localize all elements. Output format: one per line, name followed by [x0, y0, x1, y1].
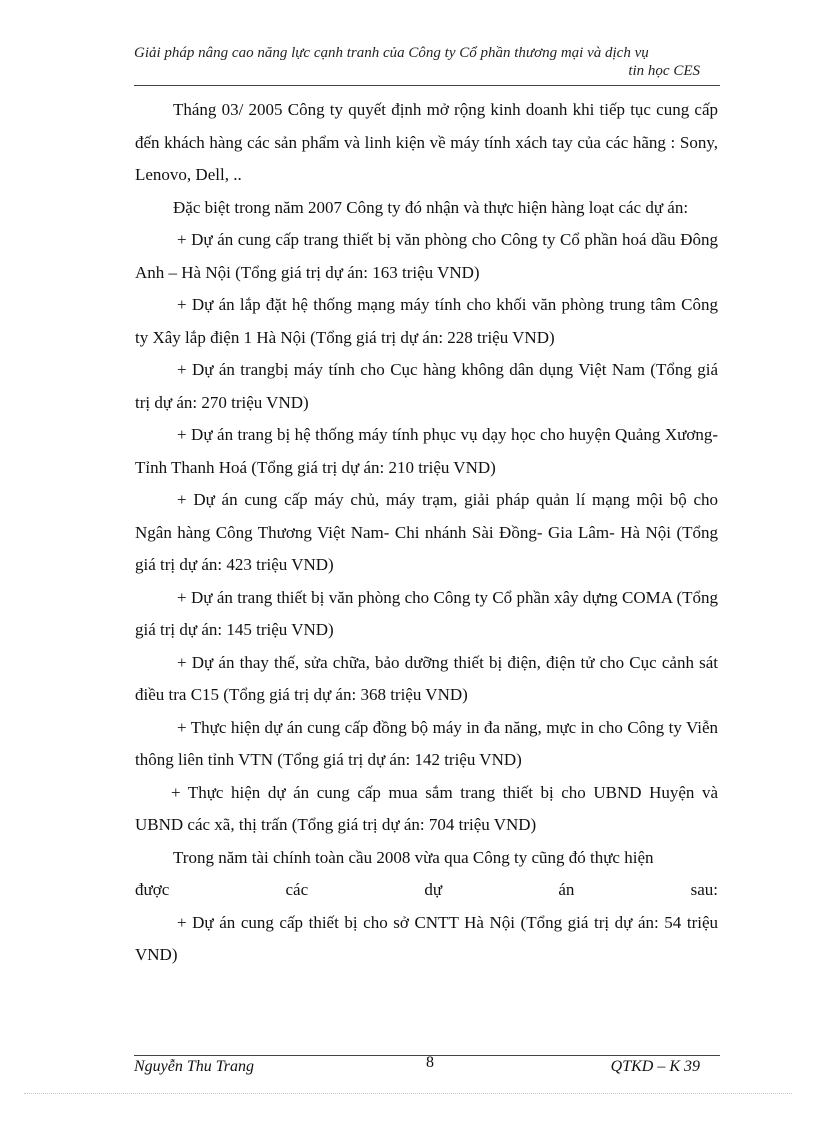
word: sau: — [690, 880, 718, 899]
word: được — [135, 880, 170, 899]
running-footer — [134, 1054, 720, 1080]
page-edge-dotted-line — [24, 1093, 792, 1094]
paragraph-expansion-2005: Tháng 03/ 2005 Công ty quyết định mở rộng kinh doanh khi tiếp tục cung cấp đến khách hàng các sản phẩm và linh kiện về máy tính xách tay của các hãng : Sony, Lenovo, Dell, .. — [135, 100, 718, 184]
project-item: + Dự án trang bị hệ thống máy tính phục vụ dạy học cho huyện Quảng Xương- Tỉnh Thanh Hoá (Tổng giá trị dự án: 210 triệu VND) — [135, 425, 718, 477]
project-item: + Dự án thay thế, sửa chữa, bảo dưỡng thiết bị điện, điện tử cho Cục cảnh sát điều tra C15 (Tổng giá trị dự án: 368 triệu VND) — [135, 652, 718, 704]
word: dự — [424, 880, 443, 899]
page-number: 8 — [426, 1054, 434, 1071]
header-title-line-1: Giải pháp nâng cao năng lực cạnh tranh của Công ty Cổ phần thương mại và dịch vụ — [134, 45, 649, 61]
footer-class-code: QTKD – K 39 — [610, 1058, 700, 1075]
header-title-line-2: tin học CES — [628, 63, 700, 79]
project-item: + Dự án trang thiết bị văn phòng cho Công ty Cổ phần xây dựng COMA (Tổng giá trị dự án: 145 triệu VND) — [135, 587, 718, 639]
document-body — [135, 94, 718, 972]
project-item: + Thực hiện dự án cung cấp mua sắm trang thiết bị cho UBND Huyện và UBND các xã, thị trấn (Tổng giá trị dự án: 704 triệu VND) — [135, 782, 718, 834]
word: án — [558, 880, 575, 899]
paragraph-2008-line-2 — [135, 874, 718, 907]
project-item: + Dự án cung cấp máy chủ, máy trạm, giải pháp quản lí mạng mội bộ cho Ngân hàng Công Thương Việt Nam- Chi nhánh Sài Đồng- Gia Lâm- Hà Nội (Tổng giá trị dự án: 423 triệu VND) — [135, 490, 718, 574]
paragraph-2008-line-1: Trong năm tài chính toàn cầu 2008 vừa qua Công ty cũng đó thực hiện — [173, 847, 654, 867]
header-divider — [134, 85, 720, 86]
word: các — [285, 880, 309, 899]
footer-author: Nguyễn Thu Trang — [134, 1058, 255, 1075]
paragraph-projects-2007-intro: Đặc biệt trong năm 2007 Công ty đó nhận và thực hiện hàng loạt các dự án: — [173, 197, 689, 217]
project-item: + Dự án lắp đặt hệ thống mạng máy tính cho khối văn phòng trung tâm Công ty Xây lắp điện 1 Hà Nội (Tổng giá trị dự án: 228 triệu VND) — [135, 295, 718, 347]
project-item: + Thực hiện dự án cung cấp đồng bộ máy in đa năng, mực in cho Công ty Viễn thông liên tỉnh VTN (Tổng giá trị dự án: 142 triệu VND) — [135, 717, 718, 769]
project-item: + Dự án cung cấp trang thiết bị văn phòng cho Công ty Cổ phần hoá dầu Đông Anh – Hà Nội (Tổng giá trị dự án: 163 triệu VND) — [135, 230, 718, 282]
running-header — [134, 44, 720, 80]
project-item-2008: + Dự án cung cấp thiết bị cho sở CNTT Hà Nội (Tổng giá trị dự án: 54 triệu VND) — [135, 912, 718, 964]
project-item: + Dự án trangbị máy tính cho Cục hàng không dân dụng Việt Nam (Tổng giá trị dự án: 270 triệu VND) — [135, 360, 718, 412]
